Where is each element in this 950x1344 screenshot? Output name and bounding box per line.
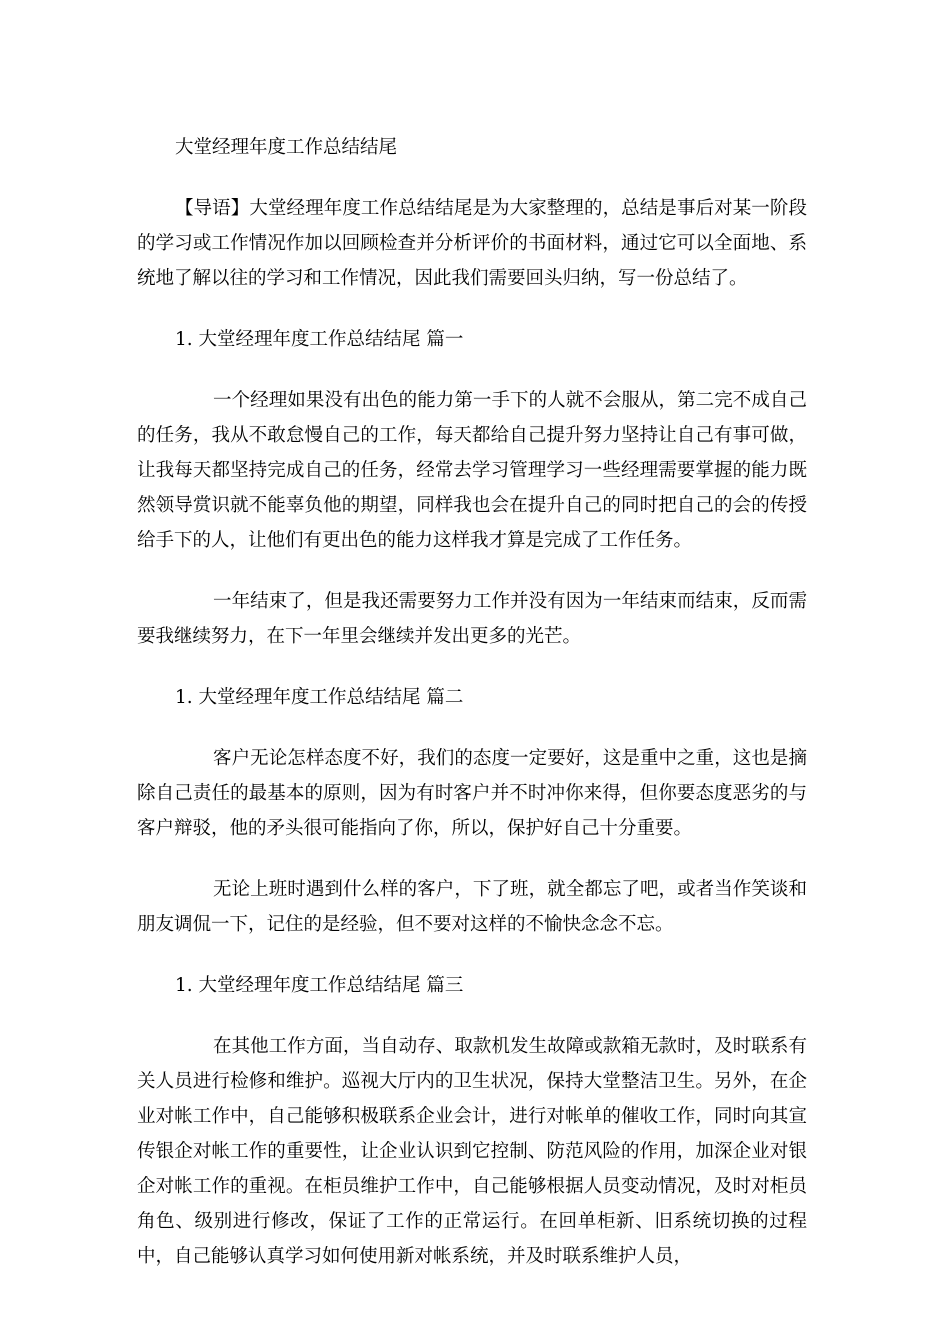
section-2-paragraph-2: 无论上班时遇到什么样的客户，下了班，就全都忘了吧，或者当作笑谈和朋友调侃一下，记住的是经验，但不要对这样的不愉快念念不忘。 <box>137 879 807 935</box>
section-heading-3: 1. 大堂经理年度工作总结结尾 篇三 <box>175 975 464 996</box>
section-1-paragraph-1: 一个经理如果没有出色的能力第一手下的人就不会服从，第二完不成自己的任务，我从不敢怠慢自己的工作，每天都给自己提升努力坚持让自己有事可做，让我每天都坚持完成自己的任务，经常去学习管理学习一些经理需要掌握的能力既然领导赏识就不能辜负他的期望，同样我也会在提升自己的同时把自己的会的传授给手下的人，让他们有更出色的能力这样我才算是完成了工作任务。 <box>137 390 807 551</box>
section-heading-2: 1. 大堂经理年度工作总结结尾 篇二 <box>175 687 464 708</box>
section-1-paragraph-2: 一年结束了，但是我还需要努力工作并没有因为一年结束而结束，反而需要我继续努力，在下一年里会继续并发出更多的光芒。 <box>137 591 807 647</box>
section-2-paragraph-1: 客户无论怎样态度不好，我们的态度一定要好，这是重中之重，这也是摘除自己责任的最基本的原则，因为有时客户并不时冲你来得，但你要态度恶劣的与客户辩驳，他的矛头很可能指向了你，所以，保护好自己十分重要。 <box>137 748 807 839</box>
document-page <box>137 130 807 1300</box>
intro-paragraph: 【导语】大堂经理年度工作总结结尾是为大家整理的，总结是事后对某一阶段的学习或工作情况作加以回顾检查并分析评价的书面材料，通过它可以全面地、系统地了解以往的学习和工作情况，因此我们需要回头归纳，写一份总结了。 <box>137 198 807 289</box>
section-3-paragraph-1: 在其他工作方面，当自动存、取款机发生故障或款箱无款时，及时联系有关人员进行检修和维护。巡视大厅内的卫生状况，保持大堂整洁卫生。另外，在企业对帐工作中，自己能够积极联系企业会计，进行对帐单的催收工作，同时向其宣传银企对帐工作的重要性，让企业认识到它控制、防范风险的作用，加深企业对银企对帐工作的重视。在柜员维护工作中，自己能够根据人员变动情况，及时对柜员角色、级别进行修改，保证了工作的正常运行。在回单柜新、旧系统切换的过程中，自己能够认真学习如何使用新对帐系统，并及时联系维护人员， <box>137 1036 807 1267</box>
document-title: 大堂经理年度工作总结结尾 <box>175 137 398 158</box>
section-heading-1: 1. 大堂经理年度工作总结结尾 篇一 <box>175 329 464 350</box>
